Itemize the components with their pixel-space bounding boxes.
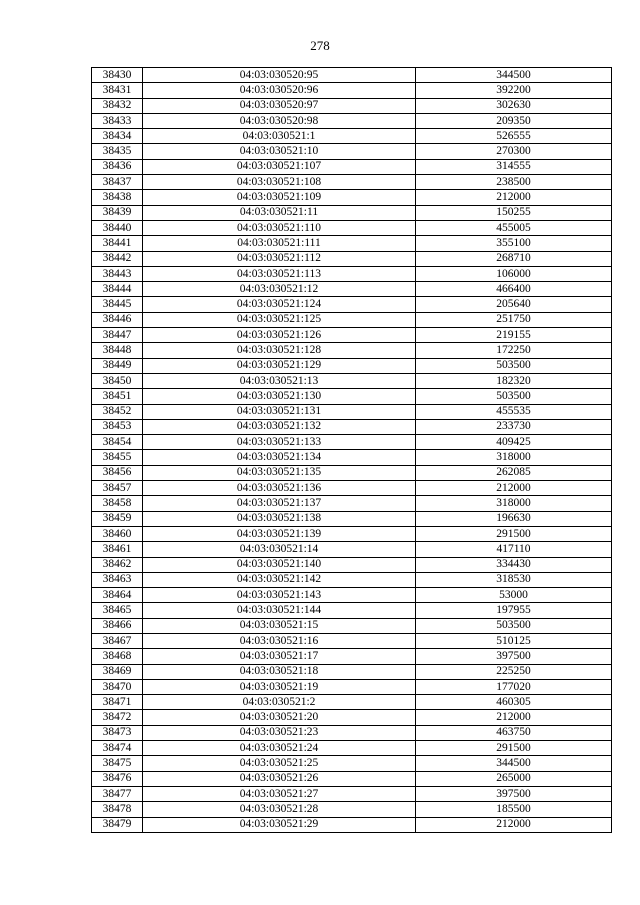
cadastral-number-cell: 04:03:030521:131 [143,404,416,419]
cadastral-number-cell: 04:03:030521:136 [143,481,416,496]
registry-table [91,67,612,833]
cadastral-number-cell: 04:03:030521:29 [143,817,416,832]
row-number-cell: 38469 [92,664,143,679]
cadastral-number-cell: 04:03:030521:1 [143,129,416,144]
cadastral-number-cell: 04:03:030521:109 [143,190,416,205]
table-row [92,511,612,526]
cadastral-number-cell: 04:03:030521:134 [143,450,416,465]
cadastral-number-cell: 04:03:030521:113 [143,266,416,281]
cadastral-number-cell: 04:03:030521:107 [143,159,416,174]
table-row [92,649,612,664]
row-number-cell: 38463 [92,572,143,587]
row-number-cell: 38471 [92,695,143,710]
row-number-cell: 38432 [92,98,143,113]
value-cell: 212000 [416,481,612,496]
cadastral-number-cell: 04:03:030521:125 [143,312,416,327]
value-cell: 526555 [416,129,612,144]
table-row [92,68,612,83]
row-number-cell: 38461 [92,542,143,557]
row-number-cell: 38435 [92,144,143,159]
cadastral-number-cell: 04:03:030521:26 [143,771,416,786]
value-cell: 397500 [416,649,612,664]
table-row [92,496,612,511]
row-number-cell: 38443 [92,266,143,281]
row-number-cell: 38437 [92,175,143,190]
table-row [92,725,612,740]
value-cell: 219155 [416,328,612,343]
cadastral-number-cell: 04:03:030521:111 [143,236,416,251]
value-cell: 344500 [416,756,612,771]
row-number-cell: 38455 [92,450,143,465]
row-number-cell: 38468 [92,649,143,664]
value-cell: 205640 [416,297,612,312]
cadastral-number-cell: 04:03:030521:27 [143,786,416,801]
row-number-cell: 38467 [92,633,143,648]
row-number-cell: 38457 [92,481,143,496]
cadastral-number-cell: 04:03:030521:12 [143,282,416,297]
row-number-cell: 38440 [92,220,143,235]
value-cell: 182320 [416,373,612,388]
value-cell: 197955 [416,603,612,618]
cadastral-number-cell: 04:03:030521:2 [143,695,416,710]
row-number-cell: 38470 [92,679,143,694]
table-row [92,389,612,404]
row-number-cell: 38466 [92,618,143,633]
cadastral-number-cell: 04:03:030521:19 [143,679,416,694]
table-row [92,695,612,710]
row-number-cell: 38447 [92,328,143,343]
cadastral-number-cell: 04:03:030521:108 [143,175,416,190]
table-row [92,190,612,205]
value-cell: 463750 [416,725,612,740]
cadastral-number-cell: 04:03:030521:139 [143,526,416,541]
table-row [92,633,612,648]
value-cell: 270300 [416,144,612,159]
table-row [92,771,612,786]
table-row [92,312,612,327]
table-row [92,588,612,603]
table-row [92,358,612,373]
table-row [92,297,612,312]
row-number-cell: 38448 [92,343,143,358]
cadastral-number-cell: 04:03:030521:18 [143,664,416,679]
cadastral-number-cell: 04:03:030521:110 [143,220,416,235]
value-cell: 344500 [416,68,612,83]
value-cell: 265000 [416,771,612,786]
row-number-cell: 38452 [92,404,143,419]
row-number-cell: 38446 [92,312,143,327]
value-cell: 318000 [416,496,612,511]
value-cell: 455005 [416,220,612,235]
row-number-cell: 38441 [92,236,143,251]
row-number-cell: 38478 [92,802,143,817]
cadastral-number-cell: 04:03:030521:137 [143,496,416,511]
value-cell: 417110 [416,542,612,557]
value-cell: 212000 [416,817,612,832]
value-cell: 53000 [416,588,612,603]
row-number-cell: 38449 [92,358,143,373]
value-cell: 233730 [416,419,612,434]
table-row [92,404,612,419]
cadastral-number-cell: 04:03:030521:20 [143,710,416,725]
table-row [92,236,612,251]
row-number-cell: 38451 [92,389,143,404]
table-row [92,450,612,465]
table-row [92,205,612,220]
cadastral-number-cell: 04:03:030520:97 [143,98,416,113]
value-cell: 291500 [416,741,612,756]
value-cell: 212000 [416,710,612,725]
value-cell: 503500 [416,618,612,633]
value-cell: 409425 [416,435,612,450]
cadastral-number-cell: 04:03:030521:17 [143,649,416,664]
value-cell: 455535 [416,404,612,419]
value-cell: 185500 [416,802,612,817]
value-cell: 503500 [416,358,612,373]
cadastral-number-cell: 04:03:030521:128 [143,343,416,358]
table-row [92,741,612,756]
row-number-cell: 38458 [92,496,143,511]
row-number-cell: 38473 [92,725,143,740]
row-number-cell: 38430 [92,68,143,83]
cadastral-number-cell: 04:03:030521:15 [143,618,416,633]
table-row [92,251,612,266]
row-number-cell: 38462 [92,557,143,572]
cadastral-number-cell: 04:03:030521:135 [143,465,416,480]
row-number-cell: 38436 [92,159,143,174]
table-row [92,786,612,801]
value-cell: 262085 [416,465,612,480]
value-cell: 460305 [416,695,612,710]
cadastral-number-cell: 04:03:030521:126 [143,328,416,343]
cadastral-number-cell: 04:03:030521:112 [143,251,416,266]
table-row [92,113,612,128]
row-number-cell: 38450 [92,373,143,388]
table-row [92,328,612,343]
value-cell: 268710 [416,251,612,266]
table-row [92,175,612,190]
table-row [92,572,612,587]
table-row [92,481,612,496]
cadastral-number-cell: 04:03:030521:23 [143,725,416,740]
table-row [92,266,612,281]
row-number-cell: 38456 [92,465,143,480]
table-row [92,710,612,725]
row-number-cell: 38439 [92,205,143,220]
value-cell: 318000 [416,450,612,465]
cadastral-number-cell: 04:03:030521:13 [143,373,416,388]
row-number-cell: 38464 [92,588,143,603]
row-number-cell: 38433 [92,113,143,128]
value-cell: 251750 [416,312,612,327]
table-row [92,98,612,113]
table-row [92,83,612,98]
value-cell: 334430 [416,557,612,572]
value-cell: 196630 [416,511,612,526]
value-cell: 466400 [416,282,612,297]
value-cell: 177020 [416,679,612,694]
row-number-cell: 38474 [92,741,143,756]
cadastral-number-cell: 04:03:030521:133 [143,435,416,450]
row-number-cell: 38445 [92,297,143,312]
registry-table-body [92,68,612,833]
value-cell: 355100 [416,236,612,251]
value-cell: 302630 [416,98,612,113]
value-cell: 397500 [416,786,612,801]
table-row [92,679,612,694]
table-row [92,603,612,618]
row-number-cell: 38431 [92,83,143,98]
value-cell: 510125 [416,633,612,648]
value-cell: 392200 [416,83,612,98]
table-row [92,159,612,174]
value-cell: 150255 [416,205,612,220]
table-row [92,144,612,159]
row-number-cell: 38479 [92,817,143,832]
table-row [92,220,612,235]
cadastral-number-cell: 04:03:030521:10 [143,144,416,159]
row-number-cell: 38477 [92,786,143,801]
value-cell: 225250 [416,664,612,679]
table-row [92,756,612,771]
value-cell: 172250 [416,343,612,358]
cadastral-number-cell: 04:03:030521:25 [143,756,416,771]
cadastral-number-cell: 04:03:030521:28 [143,802,416,817]
value-cell: 238500 [416,175,612,190]
table-row [92,465,612,480]
cadastral-number-cell: 04:03:030521:142 [143,572,416,587]
value-cell: 314555 [416,159,612,174]
value-cell: 209350 [416,113,612,128]
cadastral-number-cell: 04:03:030521:140 [143,557,416,572]
cadastral-number-cell: 04:03:030520:98 [143,113,416,128]
cadastral-number-cell: 04:03:030521:16 [143,633,416,648]
table-row [92,419,612,434]
page-number: 278 [310,38,330,53]
table-row [92,129,612,144]
row-number-cell: 38453 [92,419,143,434]
row-number-cell: 38475 [92,756,143,771]
row-number-cell: 38476 [92,771,143,786]
table-row [92,817,612,832]
value-cell: 291500 [416,526,612,541]
table-row [92,373,612,388]
cadastral-number-cell: 04:03:030521:14 [143,542,416,557]
cadastral-number-cell: 04:03:030520:95 [143,68,416,83]
row-number-cell: 38454 [92,435,143,450]
cadastral-number-cell: 04:03:030521:144 [143,603,416,618]
value-cell: 106000 [416,266,612,281]
cadastral-number-cell: 04:03:030521:11 [143,205,416,220]
cadastral-number-cell: 04:03:030521:130 [143,389,416,404]
cadastral-number-cell: 04:03:030521:129 [143,358,416,373]
row-number-cell: 38434 [92,129,143,144]
table-row [92,802,612,817]
value-cell: 503500 [416,389,612,404]
cadastral-number-cell: 04:03:030520:96 [143,83,416,98]
row-number-cell: 38442 [92,251,143,266]
cadastral-number-cell: 04:03:030521:124 [143,297,416,312]
table-row [92,542,612,557]
cadastral-number-cell: 04:03:030521:132 [143,419,416,434]
row-number-cell: 38438 [92,190,143,205]
value-cell: 212000 [416,190,612,205]
cadastral-number-cell: 04:03:030521:143 [143,588,416,603]
row-number-cell: 38472 [92,710,143,725]
table-row [92,435,612,450]
row-number-cell: 38444 [92,282,143,297]
row-number-cell: 38465 [92,603,143,618]
cadastral-number-cell: 04:03:030521:138 [143,511,416,526]
table-row [92,526,612,541]
table-row [92,664,612,679]
cadastral-number-cell: 04:03:030521:24 [143,741,416,756]
table-row [92,282,612,297]
row-number-cell: 38460 [92,526,143,541]
table-row [92,618,612,633]
value-cell: 318530 [416,572,612,587]
table-row [92,343,612,358]
row-number-cell: 38459 [92,511,143,526]
table-row [92,557,612,572]
